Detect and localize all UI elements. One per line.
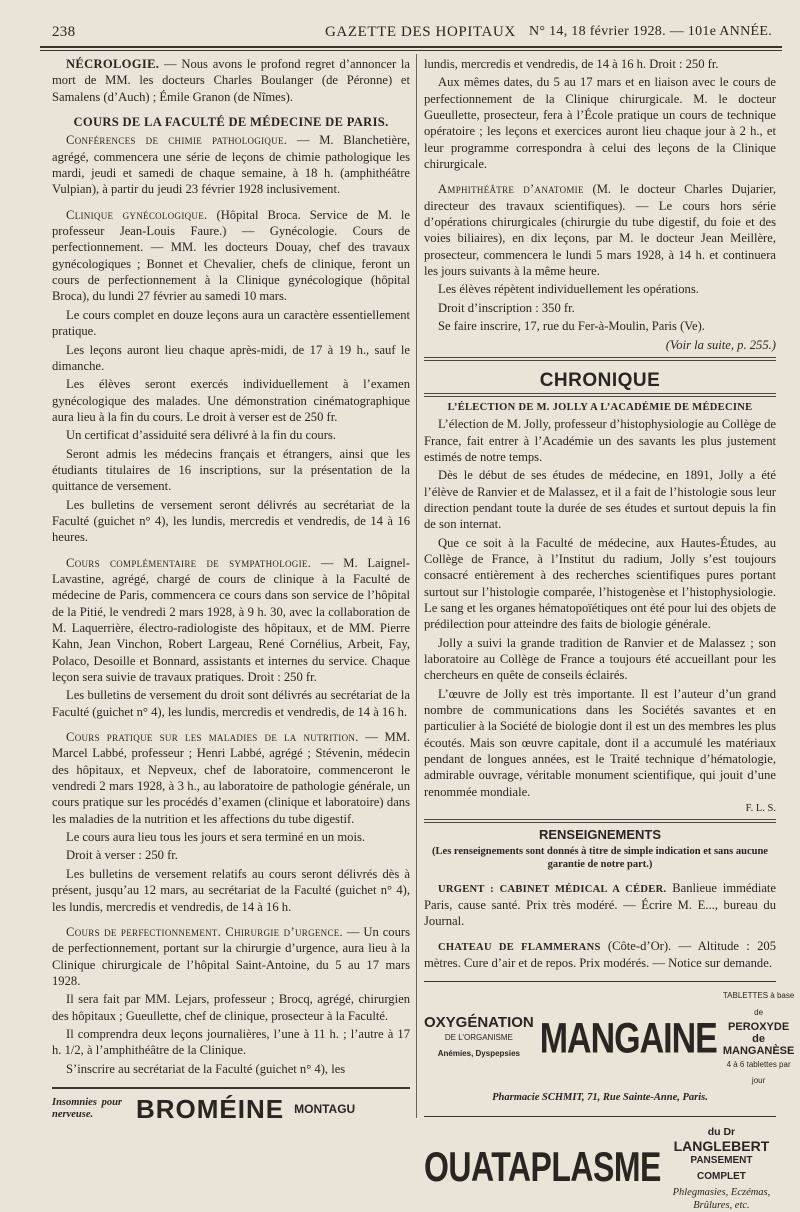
chronique-bottom-rule: [424, 393, 776, 397]
jolly-p2: Dès le début de ses études de médecine, en 1891, Jolly a été l’élève de Ranvier et de Malassez, et il a fait de l’histologie sous leur direction pendant toute la durée de ses études et surtout depuis la fin de son internat.: [424, 468, 776, 532]
page-number: 238: [52, 24, 76, 40]
renseignements-title: RENSEIGNEMENTS: [538, 827, 662, 843]
jolly-signature: F. L. S.: [745, 803, 776, 815]
necrologie-paragraph: [52, 56, 410, 105]
ouataplasme-logo: OUATAPLASME: [424, 1143, 661, 1191]
continuation-p2: Aux mêmes dates, du 5 au 17 mars et en liaison avec le cours de perfectionnement de la Clinique chirurgicale. M. le docteur Gueullette, prosecteur, fera à l’École pratique un cours de technique opératoire ; les leçons et exercices auront lieu chaque jour à 2 h., et leur programme correspondra à celui des leçons de la Clinique chirurgicale.: [424, 75, 776, 172]
ouataplasme-advertisement: [424, 1116, 776, 1212]
chateau-ad: [424, 938, 776, 971]
mangaine-advertisement: [424, 981, 795, 1106]
issue-info: N° 14, 18 février 1928. — 101e ANNÉE.: [529, 24, 772, 39]
langlebert-block: [667, 1123, 776, 1212]
bromeine-note: Insomnies pour nerveuse.: [52, 1096, 122, 1120]
column-divider: [416, 54, 417, 1118]
urgence-p4: S’inscrire au secrétariat de la Faculté (guichet n° 4), les: [66, 1061, 346, 1076]
chateau-label: CHATEAU DE FLAMMERANS: [438, 942, 601, 954]
jolly-p4: Jolly a suivi la grande tradition de Ranvier et de Malassez ; son laboratoire au Collège de France a toujours été accueillant pour les chercheurs en quête de conseils éclairés.: [424, 635, 776, 683]
gyneco-text: (Hôpital Broca. Service de M. le professeur Jean-Louis Faure.) — Gynécologie. Cours de perfectionnement. — MM. les docteurs Douay, chef des travaux gynécologiques ; Bonnet et Chevalier, chefs de clinique, feront un cours de perfectionnement à la Clinique gynécologique (hôpital Broca), du lundi 27 février au samedi 10 mars.: [52, 207, 410, 304]
chimie-text: — M. Blanchetière, agrégé, commencera une série de leçons de chimie pathologique les mardi, jeudi et samedi de chaque semaine, à 18 h. (amphithéâtre Vulpian), à partir du jeudi 23 février 1928 inclusivement.: [52, 133, 410, 197]
chimie-paragraph: [52, 132, 410, 197]
gyneco-p7: Les bulletins de versement seront délivrés au secrétariat de la Faculté (guichet n° 4), les lundis, mercredis et vendredis, de 14 à 16 heures.: [52, 497, 410, 545]
mangaine-details: [723, 988, 795, 1089]
cours-faculte-heading: COURS DE LA FACULTÉ DE MÉDECINE DE PARIS.: [73, 115, 389, 130]
oxygenation-sub2: Anémies, Dyspepsies: [437, 1049, 520, 1059]
sympa-p2: Les bulletins de versement du droit sont délivrés au secrétariat de la Faculté (guichet n° 4), les lundis, mercredis et vendredis, de 14 à 16 h.: [52, 688, 410, 719]
jolly-heading: L’ÉLECTION DE M. JOLLY A L’ACADÉMIE DE MÉDECINE: [447, 402, 753, 414]
bromeine-logo: BROMÉINE: [136, 1093, 285, 1124]
indications-line: Phlegmasies, Eczémas, Brûlures, etc.: [672, 1186, 771, 1211]
gyneco-paragraph: [52, 207, 410, 305]
necrologie-label: NÉCROLOGIE.: [66, 57, 160, 71]
urgent-label: URGENT : CABINET MÉDICAL A CÉDER.: [438, 884, 667, 896]
urgence-label: Cours de perfectionnement. Chirurgie d’urgence.: [66, 924, 344, 939]
nutrition-p2: Le cours aura lieu tous les jours et sera terminé en un mois.: [66, 830, 366, 845]
mangaine-logo: MANGAINE: [539, 1014, 717, 1063]
chronique-top-rule: [424, 357, 776, 361]
mangaine-line2: PEROXYDE de MANGANÈSE: [722, 1020, 795, 1057]
gyneco-p3: Les leçons auront lieu chaque après-midi, de 17 à 19 h., sauf le dimanche.: [52, 342, 410, 373]
continuation-text: lundis, mercredis et vendredis, de 14 à 16 h. Droit : 250 fr.: [424, 57, 719, 71]
langlebert-name: LANGLEBERT: [673, 1137, 770, 1154]
gyneco-p6: Seront admis les médecins français et étrangers, ainsi que les étudiants titulaires de 16 inscriptions, sur la présentation de la quittance de versement.: [52, 446, 410, 494]
mangaine-line1: TABLETTES à base de: [722, 991, 795, 1017]
nutrition-paragraph: [52, 729, 410, 827]
sympa-label: Cours complémentaire de sympathologie.: [66, 555, 312, 570]
montagu-brand: MONTAGU: [294, 1101, 356, 1116]
urgent-ad: [424, 880, 776, 929]
publication-title: GAZETTE DES HOPITAUX: [325, 24, 516, 40]
chateau-text: (Côte-d’Or). — Altitude : 205 mètres. Cure d’air et de repos. Prix modérés. — Notice sur demande.: [424, 939, 776, 970]
nutrition-label: Cours pratique sur les maladies de la nutrition.: [66, 730, 359, 745]
gyneco-label: Clinique gynécologique.: [66, 207, 208, 222]
oxygenation-block: [424, 1015, 534, 1063]
oxygenation-text: OXYGÉNATION: [424, 1014, 534, 1031]
gyneco-p2: Le cours complet en douze leçons aura un caractère essentiellement pratique.: [52, 307, 410, 339]
anatomie-paragraph: [424, 181, 776, 279]
right-column: [424, 56, 795, 1212]
urgence-p2: Il sera fait par MM. Lejars, professeur ; Brocq, agrégé, chirurgien des hôpitaux ; Gueullette, chef de clinique, prosecteur à la Faculté.: [52, 992, 410, 1023]
nutrition-p4: Les bulletins de versement relatifs au cours seront délivrés dès à présent, jusqu’au 12 mars, au secrétariat de la Faculté (guichet n° 4), les lundis, mercredis et vendredis, de 14 à 16 h.: [52, 866, 410, 914]
urgence-p3: Il comprendra deux leçons journalières, l’une à 11 h. ; l’autre à 17 h. 1/2, à l’amphithéâtre de la Clinique.: [52, 1026, 410, 1058]
anatomie-p3: Droit d’inscription : 350 fr.: [438, 300, 575, 315]
renseignements-note: (Les renseignements sont donnés à titre de simple indication et sans aucune garantie de notre part.): [432, 846, 768, 871]
sympa-text: — M. Laignel-Lavastine, agrégé, chargé de cours de clinique à la Faculté de médecine de Paris, commencera ce cours dans son service de l’hôpital de la Pitié, le vendredi 2 mars 1928, à 9 h. 30, avec la collaboration de M. Laquerrière, électro-radiologiste des hôpitaux, et de MM. Pierre Kahn, Jean Vinchon, Robert Largeau, René Cornélius, Arbeit, Fay, Polaco, Desoille et Bonnard, assistants et internes du service. Chaque leçon sera suivie de travaux pratiques. Droit : 250 fr.: [52, 555, 410, 685]
pharmacie-line: Pharmacie SCHMIT, 71, Rue Sainte-Anne, Paris.: [492, 1091, 708, 1103]
jolly-p1: L’élection de M. Jolly, professeur d’histophysiologie au Collège de France, fait entrer à l’Académie un des savants les plus justement estimés de notre temps.: [424, 417, 776, 464]
renseignements-rule: [424, 819, 776, 823]
nutrition-text: — MM. Marcel Labbé, professeur ; Henri Labbé, agrégé ; Stévenin, médecin des hôpitaux, et Nepveux, chef de laboratoire, commenceront le vendredi 2 mars 1928, à 3 h., au laboratoire de pathologie générale, un cours pratique sur les procédés d’examen (clinique et laboratoire) dans les maladies de la nutrition et les affections du tube digestif.: [52, 730, 410, 826]
voir-la-suite: (Voir la suite, p. 255.): [665, 337, 776, 352]
chimie-label: Conférences de chimie pathologique.: [66, 133, 288, 148]
mangaine-line3: 4 à 6 tablettes par jour: [726, 1059, 791, 1086]
gyneco-p4: Les élèves seront exercés individuellement à l’examen gynécologique des malades. Une démonstration cinématographique aura lieu à la fin du cours. Le droit à verser est de 250 fr.: [52, 377, 410, 424]
bromeine-advertisement: [52, 1087, 410, 1124]
nutrition-p3: Droit à verser : 250 fr.: [66, 848, 178, 863]
page-header: [40, 14, 782, 44]
sympa-paragraph: [52, 555, 410, 686]
pansement-line: PANSEMENT COMPLET: [690, 1154, 753, 1183]
header-rule: [40, 46, 782, 48]
jolly-p5: L’œuvre de Jolly est très importante. Il est l’auteur d’un grand nombre de communications dans les Sociétés savantes et en particulier à la Société de biologie dont il est un des membres les plus écoutés. Mais son œuvre capitale, dont il a accumulé les matériaux pendant de longues années, est le Traité technique d’hématologie, admirable ouvrage, véritable monument scientifique, qui jouit d’une renommée mondiale.: [424, 686, 776, 799]
left-column: [52, 56, 410, 1124]
anatomie-label: Amphithéâtre d’anatomie: [438, 182, 584, 197]
chronique-title: CHRONIQUE: [539, 369, 661, 391]
anatomie-p4: Se faire inscrire, 17, rue du Fer-à-Moulin, Paris (Ve).: [438, 319, 705, 334]
oxygenation-sub1: DE L’ORGANISME: [444, 1033, 513, 1042]
urgence-paragraph: [52, 924, 410, 989]
gyneco-p5: Un certificat d’assiduité sera délivré à la fin du cours.: [66, 428, 336, 443]
jolly-p3: Que ce soit à la Faculté de médecine, aux Hautes-Études, au Collège de France, à l’Institut du radium, Jolly s’est toujours consacré entièrement à des recherches scientifiques pures portant surtout sur l’histologie comparée, l’histogenèse et l’histophysiologie. Le sang et les organes hématopoïétiques ont été pour lui des objets de prédilection pour atteindre des faits de biologie générale.: [424, 535, 776, 632]
header-rule-thin: [40, 50, 782, 51]
langlebert-prefix: du Dr: [707, 1125, 736, 1138]
urgent-text: Banlieue immédiate Paris, cause santé. Prix très modéré. — Écrire M. E..., bureau du Journal.: [424, 881, 777, 929]
urgence-text: — Un cours de perfectionnement, portant sur la chirurgie d’urgence, aura lieu à la Clinique chirurgicale de l’hôpital Saint-Antoine, du 5 au 17 mars 1928.: [52, 924, 410, 988]
necrologie-text: — Nous avons le profond regret d’annoncer la mort de MM. les docteurs Charles Boulanger (de Péronne) et Samalens (d’Auch) ; Émile Granon (de Nîmes).: [52, 57, 410, 104]
anatomie-p2: Les élèves répètent individuellement les opérations.: [438, 282, 699, 297]
anatomie-text: (M. le docteur Charles Dujarier, directeur des travaux scientifiques). — Le cours hors série d’opérations chirurgicales (chirurgie du tube digestif, du foie et des voies biliaires), en dix leçons, par M. le docteur Jean Meillère, prosecteur, commencera le lundi 5 mars 1928, à 14 h. et continuera les jours suivants à la même heure.: [424, 182, 776, 279]
